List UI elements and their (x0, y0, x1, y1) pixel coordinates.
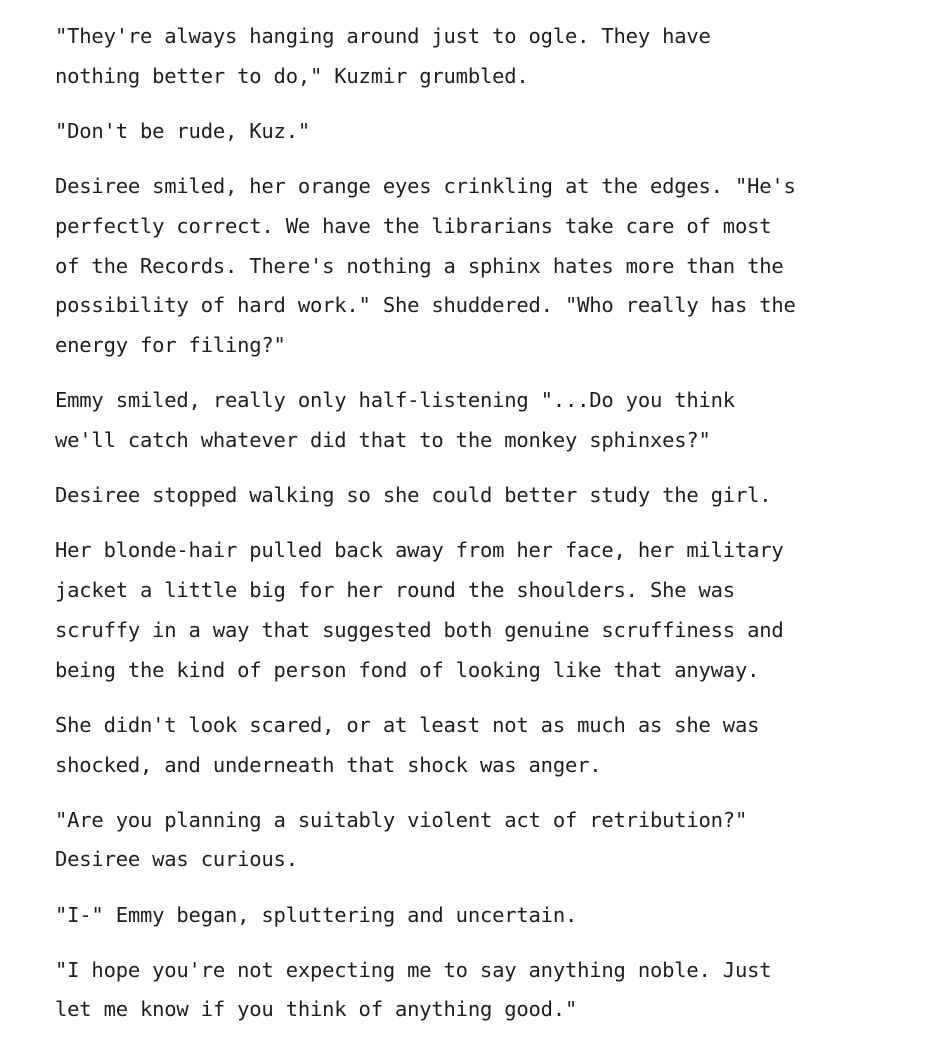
document-page (55, 17, 915, 1046)
paragraph-8: "Are you planning a suitably violent act of retribution?" Desiree was curious. (55, 807, 748, 872)
paragraph-6: Her blonde-hair pulled back away from her face, her military jacket a little big for her round the shoulders. She was scruffy in a way that suggested both genuine scruffiness and being the kind of person fond of looking like that anyway. (55, 538, 784, 682)
paragraph-9: "I-" Emmy began, spluttering and uncertain. (55, 902, 578, 927)
paragraph-2: "Don't be rude, Kuz." (55, 118, 310, 143)
paragraph-3: Desiree smiled, her orange eyes crinkling at the edges. "He's perfectly correct. We have the librarians take care of most of the Records. There's nothing a sphinx hates more than the possibility of hard work." She shuddered. "Who really has the energy for filing?" (55, 173, 796, 358)
paragraph-4: Emmy smiled, really only half-listening "...Do you think we'll catch whatever did that to the monkey sphinxes?" (55, 388, 735, 453)
paragraph-5: Desiree stopped walking so she could better study the girl. (55, 483, 772, 508)
paragraph-10: "I hope you're not expecting me to say anything noble. Just let me know if you think of anything good." (55, 957, 772, 1022)
paragraph-7: She didn't look scared, or at least not as much as she was shocked, and underneath that shock was anger. (55, 712, 760, 777)
paragraph-1: "They're always hanging around just to ogle. They have nothing better to do," Kuzmir grumbled. (55, 24, 711, 88)
